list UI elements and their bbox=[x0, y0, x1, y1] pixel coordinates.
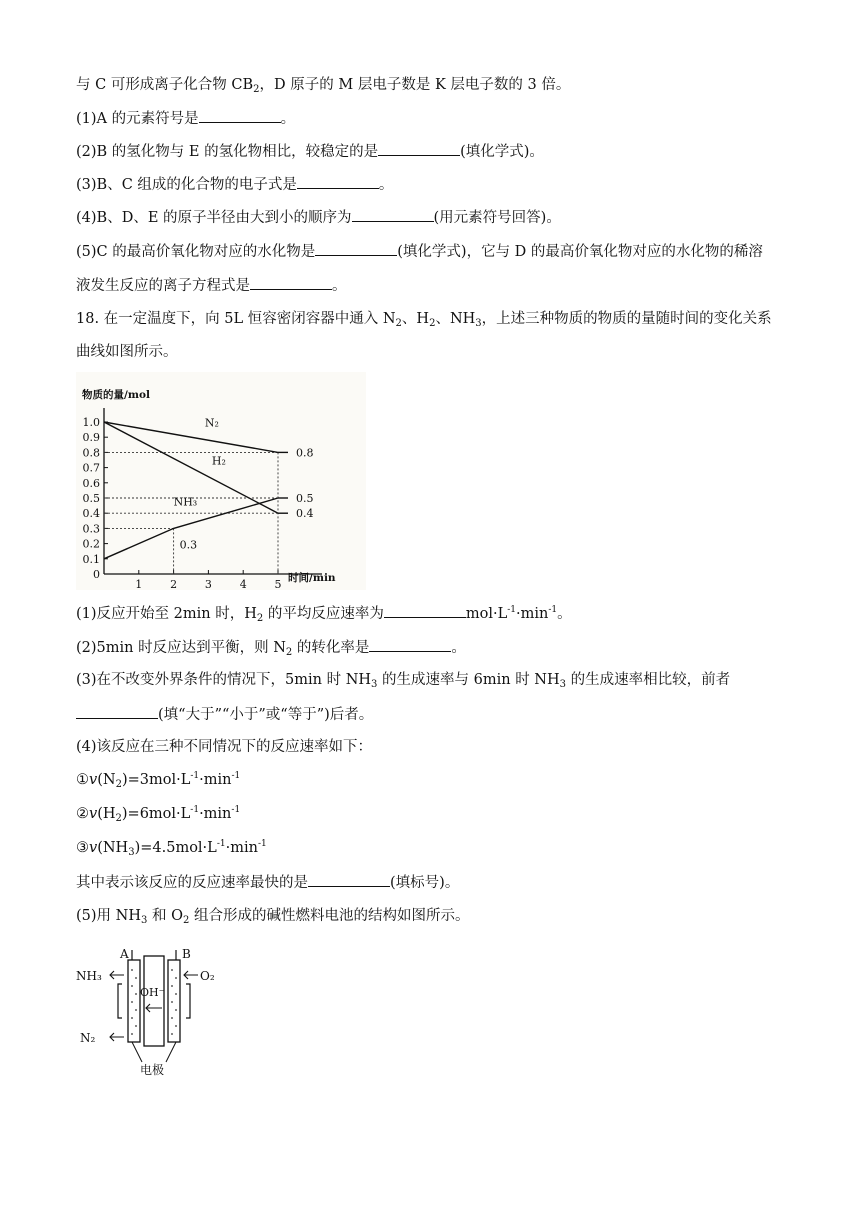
s5-c: 组合形成的碱性燃料电池的结构如图所示。 bbox=[189, 908, 470, 924]
annotation-0-5: 0.5 bbox=[296, 492, 314, 505]
x-tick-label: 3 bbox=[204, 578, 212, 590]
x-tick-label: 5 bbox=[274, 578, 282, 590]
label-electrode: 电极 bbox=[140, 1063, 165, 1077]
intro-sub: 2 bbox=[253, 84, 260, 95]
r2-sup-2: -1 bbox=[231, 805, 241, 815]
q3-end: 。 bbox=[378, 177, 394, 193]
arrow-oh bbox=[146, 1004, 162, 1012]
x-axis-label: 时间/min bbox=[288, 572, 336, 584]
label-n2-out: N₂ bbox=[80, 1031, 96, 1045]
question-2 bbox=[76, 141, 544, 162]
arrow-o2-in bbox=[184, 971, 198, 979]
x-tick-label: 4 bbox=[239, 578, 247, 590]
electrode-leader-lines bbox=[132, 1042, 176, 1062]
s1-c: mol·L bbox=[465, 606, 508, 622]
s3-sub-1: 3 bbox=[371, 679, 378, 690]
sub-question-4 bbox=[76, 737, 372, 757]
s2-end: 。 bbox=[451, 640, 466, 656]
x-tick-label: 2 bbox=[170, 578, 178, 590]
y-tick-label: 0.9 bbox=[82, 431, 100, 445]
rate-1 bbox=[76, 770, 240, 790]
r3-sup-2: -1 bbox=[257, 839, 267, 849]
y-tick-label: 0.4 bbox=[82, 507, 100, 521]
p18-sub-nh3: 3 bbox=[475, 318, 482, 329]
label-n2: N₂ bbox=[204, 416, 219, 430]
question-3 bbox=[76, 174, 393, 195]
y-tick-label: 0.6 bbox=[82, 476, 100, 490]
sub-question-3b bbox=[76, 704, 373, 725]
s1-a: (1)反应开始至 2min 时，H bbox=[76, 606, 257, 622]
question-5b bbox=[76, 275, 347, 296]
label-nh3-in: NH₃ bbox=[76, 969, 102, 983]
s2-sub: 2 bbox=[285, 647, 293, 658]
s1-blank[interactable] bbox=[384, 603, 466, 618]
q1-text: (1)A 的元素符号是 bbox=[76, 111, 199, 127]
r3-sub: 3 bbox=[128, 847, 135, 858]
y-tick-label: 0.1 bbox=[82, 552, 100, 566]
r1-e: ·min bbox=[199, 772, 232, 788]
r1-v: v bbox=[89, 772, 98, 788]
label-a: A bbox=[120, 947, 129, 961]
s1-sup-2: -1 bbox=[548, 605, 558, 615]
intro-b: ，D 原子的 M 层电子数是 K 层电子数的 3 倍。 bbox=[259, 77, 571, 93]
r2-a: ② bbox=[76, 806, 89, 822]
s3-sub-2: 3 bbox=[559, 679, 567, 690]
s4-text: (4)该反应在三种不同情况下的反应速率如下： bbox=[76, 739, 373, 755]
annotation-0-4: 0.4 bbox=[296, 507, 314, 521]
q2-end: (填化学式)。 bbox=[460, 144, 544, 160]
r3-e: ·min bbox=[225, 840, 258, 856]
q1-end: 。 bbox=[280, 111, 296, 127]
q5a-text: (5)C 的最高价氧化物对应的水化物是 bbox=[76, 244, 316, 260]
q4-blank[interactable] bbox=[352, 207, 434, 222]
r1-sup-1: -1 bbox=[190, 771, 200, 781]
s4e-a: 其中表示该反应的反应速率最快的是 bbox=[76, 875, 308, 891]
q5a-end: (填化学式)，它与 D 的最高价氧化物对应的水化物的稀溶 bbox=[397, 244, 763, 260]
p18-a2: 、H bbox=[401, 311, 430, 327]
s1-end: 。 bbox=[557, 606, 572, 622]
y-tick-label: 0.8 bbox=[82, 446, 100, 460]
sub-question-3a bbox=[76, 670, 730, 690]
r1-d: )=3mol·L bbox=[121, 772, 191, 788]
s5-sub-2: 2 bbox=[182, 915, 190, 926]
r2-v: v bbox=[89, 806, 98, 822]
s4e-b: (填标号)。 bbox=[390, 875, 460, 891]
intro-a: 与 C 可形成离子化合物 CB bbox=[76, 77, 254, 93]
r1-sup-2: -1 bbox=[231, 771, 241, 781]
electrode-b bbox=[168, 960, 180, 1042]
y-tick-label: 0.7 bbox=[82, 461, 100, 475]
q2-blank[interactable] bbox=[378, 141, 460, 156]
s3-blank[interactable] bbox=[76, 704, 158, 719]
r3-sup-1: -1 bbox=[216, 839, 226, 849]
s1-d: ·min bbox=[515, 606, 549, 622]
y-tick-label: 0.2 bbox=[82, 537, 100, 551]
s4-blank[interactable] bbox=[308, 872, 390, 887]
s2-b: 的转化率是 bbox=[292, 640, 370, 656]
y-tick-label: 0.3 bbox=[82, 522, 100, 536]
q4-end: (用元素符号回答)。 bbox=[433, 210, 561, 226]
sub-question-5 bbox=[76, 906, 469, 926]
electrolyte-chamber bbox=[144, 956, 164, 1046]
sub-question-2 bbox=[76, 637, 466, 658]
bracket-right bbox=[186, 984, 190, 1018]
s2-blank[interactable] bbox=[369, 637, 451, 652]
q5b-blank[interactable] bbox=[250, 275, 332, 290]
annotation-0-3: 0.3 bbox=[179, 538, 198, 552]
question-1 bbox=[76, 108, 295, 129]
r1-a: ① bbox=[76, 772, 89, 788]
label-h2: H₂ bbox=[211, 454, 226, 468]
label-b: B bbox=[182, 947, 191, 961]
arrow-n2-out bbox=[110, 1033, 124, 1041]
fuel-cell-svg bbox=[76, 944, 226, 1080]
s1-b: 的平均反应速率为 bbox=[263, 606, 384, 622]
y-axis-label: 物质的量/mol bbox=[82, 389, 150, 401]
label-o2-in: O₂ bbox=[200, 969, 215, 983]
y-tick-label: 0.5 bbox=[82, 492, 100, 505]
q2-text: (2)B 的氢化物与 E 的氢化物相比，较稳定的是 bbox=[76, 144, 379, 160]
r3-c: (NH bbox=[97, 840, 129, 856]
r1-sub: 2 bbox=[115, 779, 122, 790]
problem-18-line-1 bbox=[76, 309, 772, 329]
s5-sub-1: 3 bbox=[140, 915, 148, 926]
rate-3 bbox=[76, 838, 267, 858]
s5-a: (5)用 NH bbox=[76, 908, 141, 924]
r3-v: v bbox=[89, 840, 98, 856]
r2-sub: 2 bbox=[115, 813, 122, 824]
r1-c: (N bbox=[97, 772, 116, 788]
question-4 bbox=[76, 207, 561, 228]
bracket-left bbox=[118, 984, 122, 1018]
p18-a4: ，上述三种物质的物质的量随时间的变化关系 bbox=[481, 311, 772, 327]
r2-d: )=6mol·L bbox=[121, 806, 191, 822]
p18-sub-n2: 2 bbox=[395, 318, 402, 329]
question-5a bbox=[76, 241, 763, 262]
r3-d: )=4.5mol·L bbox=[134, 840, 217, 856]
q5b-end: 。 bbox=[332, 278, 347, 294]
s3-end: (填“大于”“小于”或“等于”)后者。 bbox=[158, 707, 374, 723]
y-tick-label: 0 bbox=[93, 568, 100, 581]
p18-b: 曲线如图所示。 bbox=[76, 344, 178, 360]
chart-svg bbox=[76, 372, 366, 590]
fuel-cell-diagram bbox=[76, 944, 226, 1080]
q5a-blank[interactable] bbox=[315, 241, 397, 256]
s1-sup-1: -1 bbox=[507, 605, 516, 615]
intro-line bbox=[76, 75, 570, 95]
r2-e: ·min bbox=[199, 806, 232, 822]
y-tick-label: 1.0 bbox=[82, 416, 100, 429]
s1-sub: 2 bbox=[256, 613, 264, 624]
q1-blank[interactable] bbox=[199, 108, 281, 123]
p18-sub-h2: 2 bbox=[429, 318, 436, 329]
r2-c: (H bbox=[97, 806, 116, 822]
x-tick-label: 1 bbox=[135, 578, 143, 590]
amount-time-chart bbox=[76, 372, 366, 590]
r2-sup-1: -1 bbox=[190, 805, 200, 815]
q4-text: (4)B、D、E 的原子半径由大到小的顺序为 bbox=[76, 210, 352, 226]
series-n2 bbox=[104, 422, 278, 452]
q3-blank[interactable] bbox=[297, 174, 379, 189]
s3-b: 的生成速率与 6min 时 NH bbox=[377, 672, 560, 688]
arrow-nh3-in bbox=[110, 971, 124, 979]
s2-a: (2)5min 时反应达到平衡，则 N bbox=[76, 640, 286, 656]
sub-question-1 bbox=[76, 603, 572, 624]
r3-a: ③ bbox=[76, 840, 89, 856]
electrode-texture bbox=[131, 969, 177, 1035]
p18-a3: 、NH bbox=[435, 311, 476, 327]
rate-2 bbox=[76, 804, 240, 824]
q3-text: (3)B、C 组成的化合物的电子式是 bbox=[76, 177, 297, 193]
electrode-a bbox=[128, 960, 140, 1042]
s5-b: 和 O bbox=[147, 908, 183, 924]
s3-a: (3)在不改变外界条件的情况下，5min 时 NH bbox=[76, 672, 372, 688]
problem-18-line-2 bbox=[76, 342, 178, 362]
label-nh3: NH₃ bbox=[173, 495, 198, 509]
sub-question-4-end bbox=[76, 872, 459, 893]
annotation-0-8: 0.8 bbox=[296, 446, 314, 460]
p18-a1: 18. 在一定温度下，向 5L 恒容密闭容器中通入 N bbox=[76, 311, 396, 327]
q5b-text: 液发生反应的离子方程式是 bbox=[76, 278, 250, 294]
label-oh: OH⁻ bbox=[140, 986, 165, 999]
s3-c: 的生成速率相比较，前者 bbox=[566, 672, 731, 688]
